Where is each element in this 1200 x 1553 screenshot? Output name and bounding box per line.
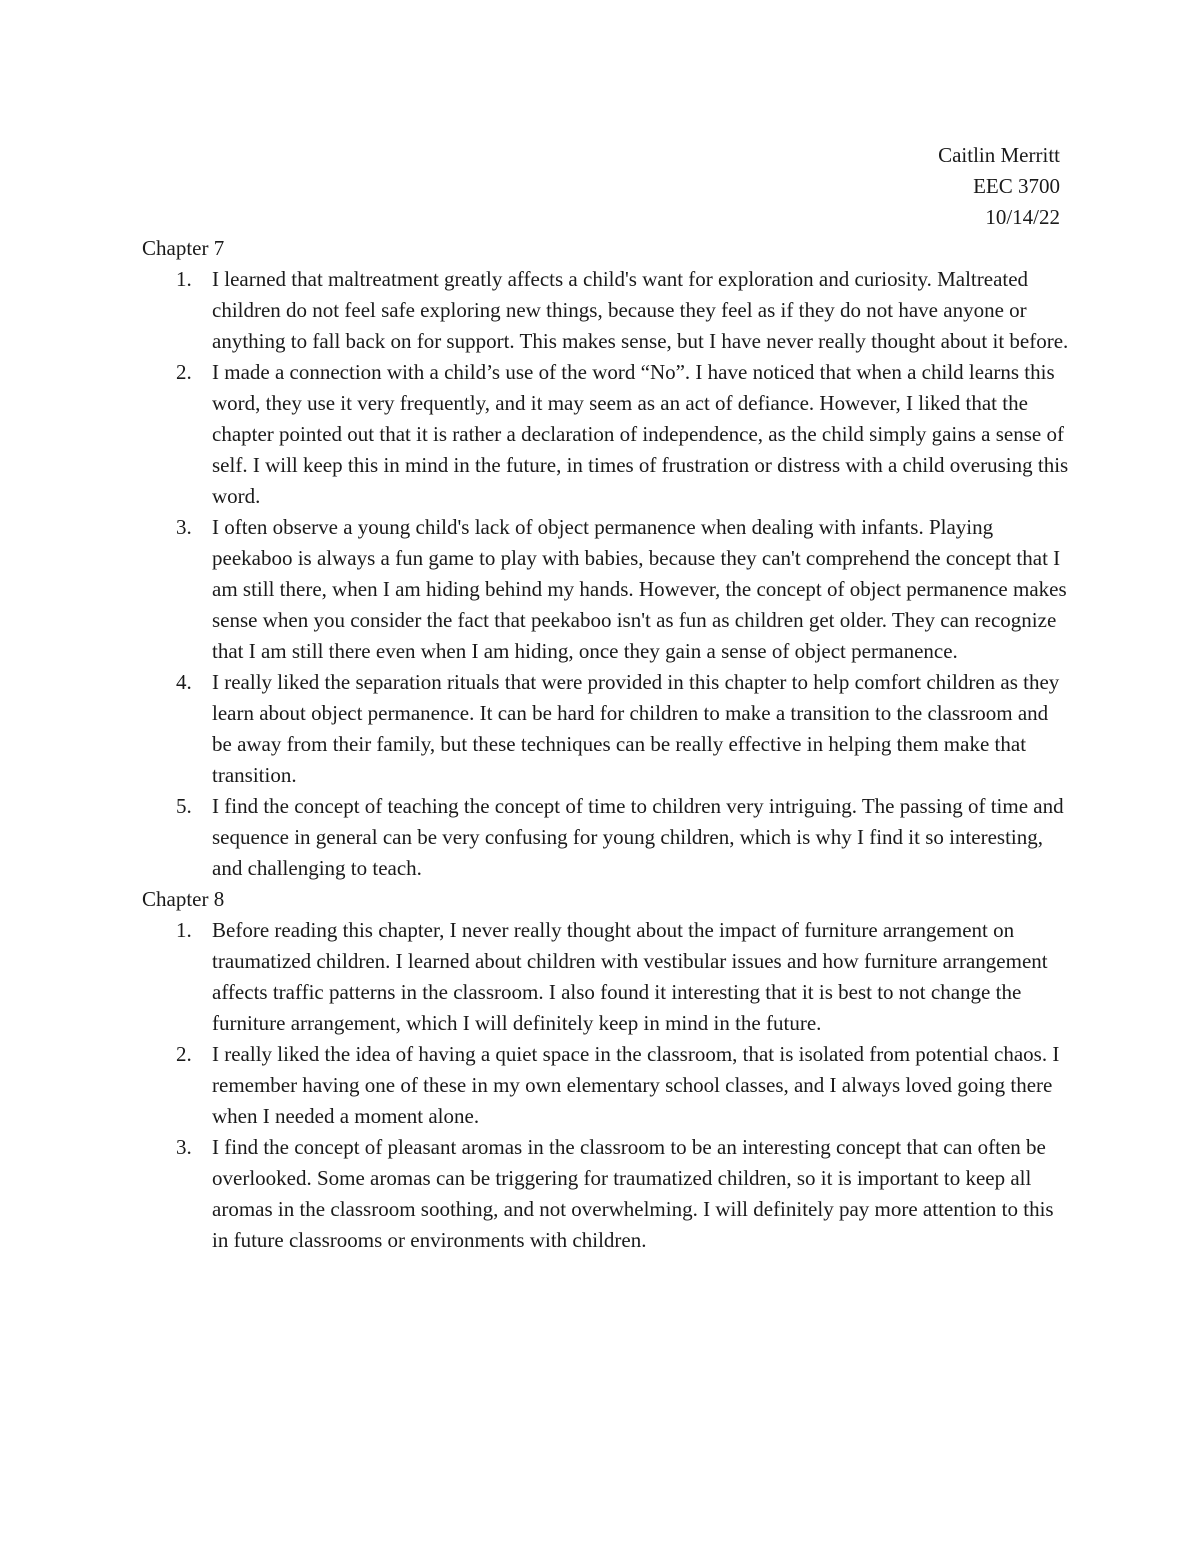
chapter-7-heading: Chapter 7 <box>142 236 225 260</box>
item-number: 2. <box>176 360 192 384</box>
list-item <box>142 667 1072 791</box>
list-item <box>142 512 1072 667</box>
list-item <box>142 357 1072 512</box>
item-number: 5. <box>176 794 192 818</box>
course-code: EEC 3700 <box>973 174 1060 198</box>
document-body <box>142 233 1072 1256</box>
item-number: 3. <box>176 515 192 539</box>
list-item <box>142 915 1072 1039</box>
item-text: I find the concept of teaching the concept of time to children very intriguing. The passing of time and sequence in general can be very confusing for young children, which is why I find it so interesting, and challenging to teach. <box>212 794 1064 880</box>
chapter-8-list <box>142 915 1072 1256</box>
chapter-7-section <box>142 233 1072 884</box>
document-date: 10/14/22 <box>985 205 1060 229</box>
chapter-8-section <box>142 884 1072 1256</box>
item-number: 4. <box>176 670 192 694</box>
item-text: I find the concept of pleasant aromas in the classroom to be an interesting concept that can often be overlooked. Some aromas can be triggering for traumatized children, so it is important to keep all aromas in the classroom soothing, and not overwhelming. I will definitely pay more attention to this in future classrooms or environments with children. <box>212 1135 1054 1252</box>
chapter-7-list <box>142 264 1072 884</box>
item-number: 1. <box>176 918 192 942</box>
item-text: I often observe a young child's lack of object permanence when dealing with infants. Playing peekaboo is always a fun game to play with babies, because they can't comprehend the concept that I am still there, when I am hiding behind my hands. However, the concept of object permanence makes sense when you consider the fact that peekaboo isn't as fun as children get older. They can recognize that I am still there even when I am hiding, once they gain a sense of object permanence. <box>212 515 1067 663</box>
list-item <box>142 1132 1072 1256</box>
item-text: Before reading this chapter, I never really thought about the impact of furniture arrangement on traumatized children. I learned about children with vestibular issues and how furniture arrangement affects traffic patterns in the classroom. I also found it interesting that it is best to not change the furniture arrangement, which I will definitely keep in mind in the future. <box>212 918 1048 1035</box>
item-number: 3. <box>176 1135 192 1159</box>
chapter-8-heading: Chapter 8 <box>142 887 225 911</box>
item-text: I really liked the separation rituals that were provided in this chapter to help comfort children as they learn about object permanence. It can be hard for children to make a transition to the classroom and be away from their family, but these techniques can be really effective in helping them make that transition. <box>212 670 1060 787</box>
header-block <box>938 140 1060 233</box>
item-text: I learned that maltreatment greatly affects a child's want for exploration and curiosity. Maltreated children do not feel safe exploring new things, because they feel as if they do not have anyone or anything to fall back on for support. This makes sense, but I have never really thought about it before. <box>212 267 1069 353</box>
item-number: 1. <box>176 267 192 291</box>
item-text: I made a connection with a child’s use of the word “No”. I have noticed that when a child learns this word, they use it very frequently, and it may seem as an act of defiance. However, I liked that the chapter pointed out that it is rather a declaration of independence, as the child simply gains a sense of self. I will keep this in mind in the future, in times of frustration or distress with a child overusing this word. <box>212 360 1069 508</box>
list-item <box>142 1039 1072 1132</box>
list-item <box>142 791 1072 884</box>
item-text: I really liked the idea of having a quiet space in the classroom, that is isolated from potential chaos. I remember having one of these in my own elementary school classes, and I always loved going there when I needed a moment alone. <box>212 1042 1060 1128</box>
list-item <box>142 264 1072 357</box>
student-name: Caitlin Merritt <box>938 143 1060 167</box>
item-number: 2. <box>176 1042 192 1066</box>
